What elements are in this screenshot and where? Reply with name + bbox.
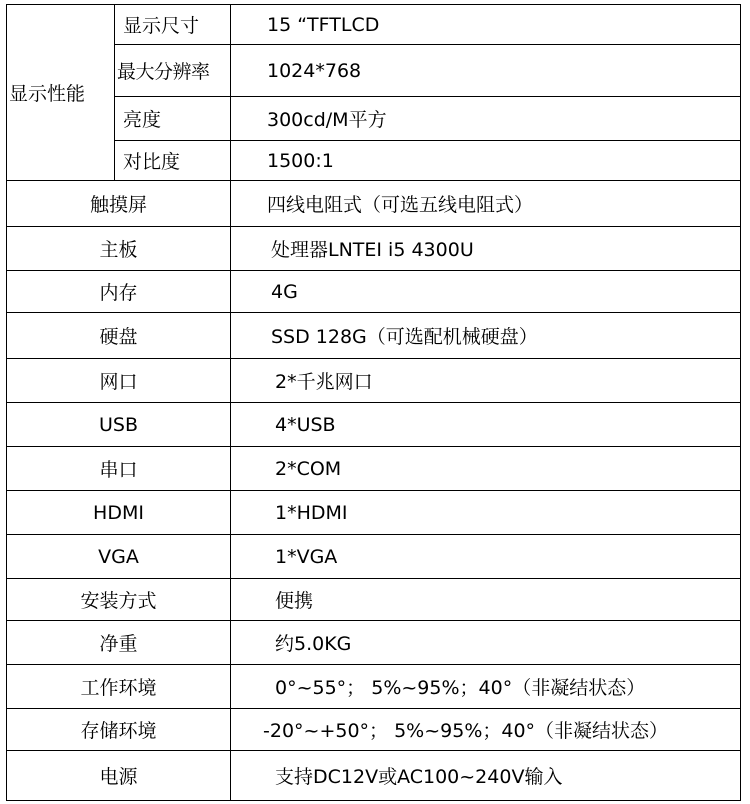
row-value: 约5.0KG [231,621,741,665]
table-row [7,447,741,491]
table-row [7,751,741,801]
row-label: VGA [7,535,231,579]
row-value: SSD 128G（可选配机械硬盘） [231,313,741,359]
table-row [7,491,741,535]
row-label: 对比度 [115,141,231,181]
row-value: 1024*768 [231,45,741,97]
row-value: 2*千兆网口 [231,359,741,403]
table-row [7,97,741,141]
table-row [7,271,741,313]
row-value: 1500:1 [231,141,741,181]
row-label: 内存 [7,271,231,313]
row-value: 15 “TFTLCD [231,5,741,45]
row-label: 存储环境 [7,709,231,751]
table-row [7,313,741,359]
row-label: 电源 [7,751,231,801]
table-row [7,181,741,227]
row-label: 最大分辨率 [115,45,231,97]
row-value: -20°~+50°； 5%~95%；40°（非凝结状态） [231,709,741,751]
row-label: 主板 [7,227,231,271]
table-row [7,579,741,621]
row-value: 支持DC12V或AC100~240V输入 [231,751,741,801]
row-value: 便携 [231,579,741,621]
row-label: 网口 [7,359,231,403]
row-value: 4*USB [231,403,741,447]
row-label: 触摸屏 [7,181,231,227]
table-row [7,45,741,97]
row-label: USB [7,403,231,447]
row-label: 串口 [7,447,231,491]
row-value: 2*COM [231,447,741,491]
row-value: 1*HDMI [231,491,741,535]
table-row [7,665,741,709]
row-value: 4G [231,271,741,313]
table-row [7,141,741,181]
row-value: 四线电阻式（可选五线电阻式） [231,181,741,227]
row-label: HDMI [7,491,231,535]
table-row [7,5,741,45]
row-label: 工作环境 [7,665,231,709]
row-value: 1*VGA [231,535,741,579]
row-value: 0°~55°； 5%~95%；40°（非凝结状态） [231,665,741,709]
table-row [7,359,741,403]
table-row [7,403,741,447]
table-row [7,621,741,665]
row-value: 处理器LNTEI i5 4300U [231,227,741,271]
table-row [7,535,741,579]
table-row [7,709,741,751]
row-label: 硬盘 [7,313,231,359]
row-value: 300cd/M平方 [231,97,741,141]
display-group-label: 显示性能 [7,5,115,181]
row-label: 亮度 [115,97,231,141]
row-label: 安装方式 [7,579,231,621]
row-label: 净重 [7,621,231,665]
table-row [7,227,741,271]
spec-table [6,4,741,801]
row-label: 显示尺寸 [115,5,231,45]
